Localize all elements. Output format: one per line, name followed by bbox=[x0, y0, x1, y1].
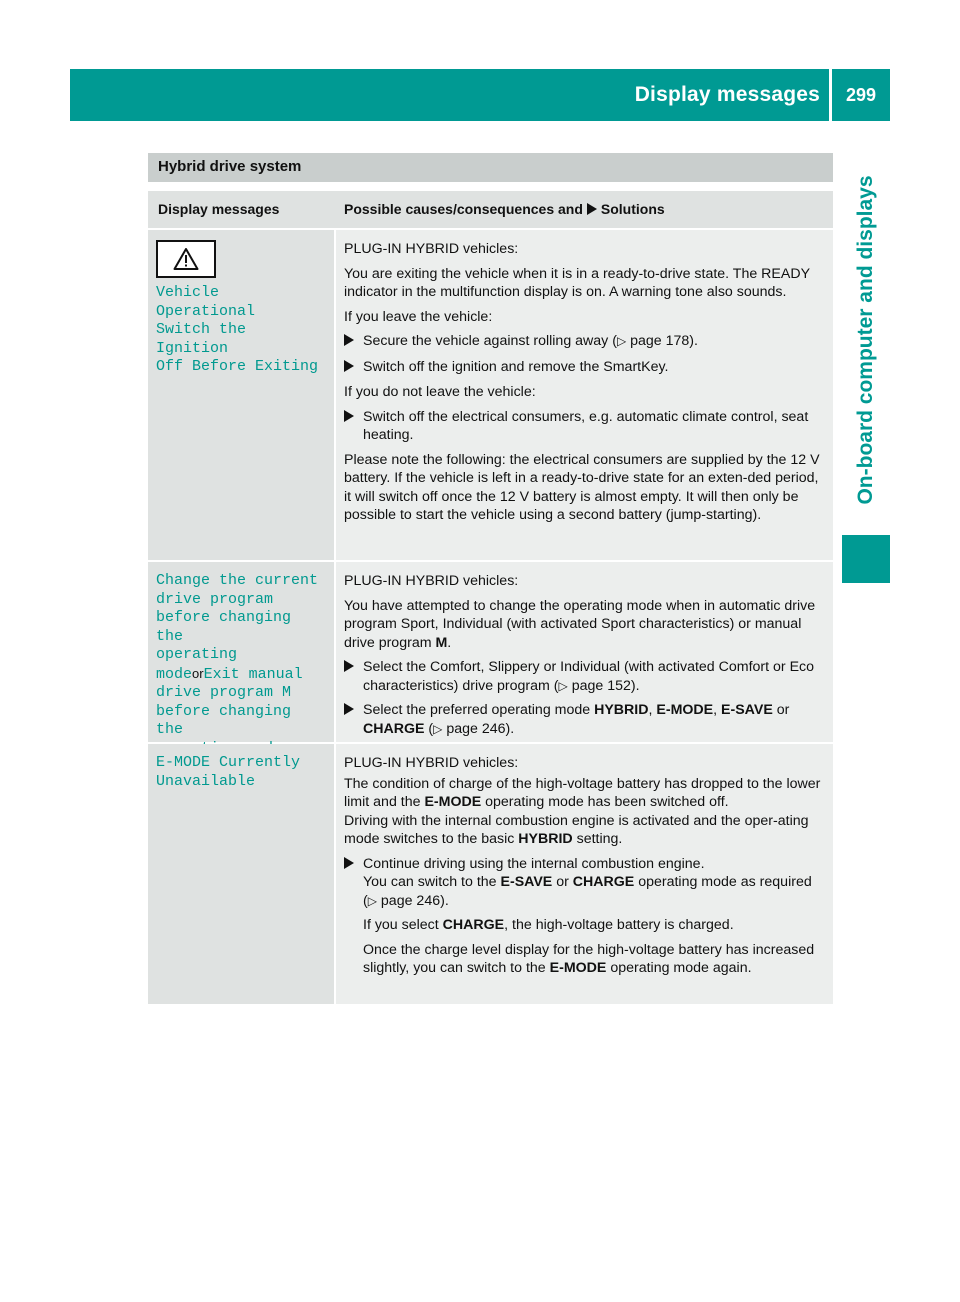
page-header bbox=[70, 69, 890, 121]
display-message-cell bbox=[148, 230, 334, 560]
message-line: drive program M bbox=[156, 684, 292, 701]
description-text: You are exiting the vehicle when it is in a ready-to-drive state. The READY indicator in the multifunction display is on. A warning tone also sounds. bbox=[344, 265, 810, 300]
display-message-cell bbox=[148, 562, 334, 742]
vehicle-type-label: PLUG-IN HYBRID vehicles: bbox=[344, 755, 519, 771]
vehicle-type-label: PLUG-IN HYBRID vehicles: bbox=[344, 241, 519, 257]
page-number: 299 bbox=[845, 85, 877, 105]
table-row bbox=[148, 230, 833, 560]
action-arrow-icon bbox=[587, 203, 597, 215]
page-ref-icon: ▷ bbox=[367, 893, 377, 908]
message-line: Vehicle Operational bbox=[156, 284, 256, 320]
hybrid-drive-table bbox=[148, 153, 833, 1004]
description-text: You have attempted to change the operating mode when in automatic drive program Sport, Individual (with activated Sport characteristics) or manual drive program M. bbox=[344, 597, 816, 651]
page-ref-icon: ▷ bbox=[616, 334, 627, 348]
vehicle-type-label: PLUG-IN HYBRID vehicles: bbox=[344, 573, 519, 589]
description-text: The condition of charge of the high-voltage battery has dropped to the lower limit and the E-MODE operating mode has been switched off. bbox=[344, 775, 821, 810]
table-row bbox=[148, 562, 833, 742]
description-text: If you do not leave the vehicle: bbox=[344, 384, 536, 400]
section-title: Display messages bbox=[634, 83, 820, 106]
action-step: Continue driving using the internal combustion engine. You can switch to the E-SAVE or CHARGE operating mode as required (▷ page 246). If you select CHARGE, the high-voltage battery is charged. Once the charge level display for the high-voltage battery has increased slightly, you can switch to the E-MODE operating mode again. bbox=[344, 855, 825, 978]
warning-icon bbox=[156, 240, 216, 278]
message-line: Unavailable bbox=[156, 772, 256, 790]
action-arrow-icon bbox=[344, 410, 354, 422]
table-title: Hybrid drive system bbox=[148, 153, 833, 182]
action-arrow-icon bbox=[344, 703, 354, 715]
action-step: Secure the vehicle against rolling away (▷ page 178). bbox=[344, 332, 825, 352]
action-arrow-icon bbox=[344, 857, 354, 869]
column-header-solutions: Possible causes/consequences and Solutions bbox=[344, 201, 665, 217]
action-arrow-icon bbox=[344, 360, 354, 372]
solution-cell bbox=[336, 230, 833, 560]
message-line: Switch the Ignition bbox=[156, 321, 247, 357]
solution-cell bbox=[336, 744, 833, 1004]
message-line: modeorExit manual bbox=[156, 665, 303, 683]
solution-cell bbox=[336, 562, 833, 742]
message-line: before changing the bbox=[156, 609, 292, 645]
message-line: Off Before Exiting bbox=[156, 358, 319, 375]
column-header-messages: Display messages bbox=[158, 201, 280, 217]
action-arrow-icon bbox=[344, 660, 354, 672]
display-message-cell bbox=[148, 744, 334, 1004]
page-reference[interactable]: page 178). bbox=[630, 333, 698, 349]
message-line: before changing the bbox=[156, 702, 292, 738]
action-arrow-icon bbox=[344, 334, 354, 346]
page-reference[interactable]: page 152). bbox=[571, 677, 640, 694]
chapter-marker bbox=[842, 535, 890, 583]
message-line: E-MODE Currently bbox=[156, 754, 301, 771]
description-text: If you leave the vehicle: bbox=[344, 308, 493, 325]
page-ref-icon: ▷ bbox=[433, 721, 443, 736]
chapter-label: On-board computer and displays bbox=[854, 175, 877, 505]
table-header-row bbox=[148, 191, 833, 228]
or-separator: or bbox=[192, 665, 204, 681]
description-text: Driving with the internal combustion engine is activated and the oper-ating mode switches to the basic HYBRID setting. bbox=[344, 812, 809, 847]
page-reference[interactable]: page 246). bbox=[380, 892, 449, 909]
message-line: Change the current bbox=[156, 572, 319, 589]
page-reference[interactable]: page 246). bbox=[446, 720, 515, 737]
chapter-tab bbox=[842, 140, 890, 540]
table-row bbox=[148, 744, 833, 1004]
action-step: Switch off the electrical consumers, e.g. automatic climate control, seat heating. bbox=[344, 408, 825, 445]
message-line: drive program bbox=[156, 590, 274, 608]
message-line: operating bbox=[156, 646, 238, 663]
page-ref-icon: ▷ bbox=[558, 678, 568, 693]
action-step: Select the Comfort, Slippery or Individual (with activated Comfort or Eco characteristics) drive program (▷ page 152). bbox=[344, 658, 825, 695]
description-text: Please note the following: the electrical consumers are supplied by the 12 V battery. If the vehicle is left in a ready-to-drive state for an exten-ded period, it will switch off once the 12 V battery is almost empty. It will then only be possible to start the vehicle using a second battery (jump-starting). bbox=[344, 451, 820, 523]
action-step: Select the preferred operating mode HYBRID, E-MODE, E-SAVE or CHARGE (▷ page 246). bbox=[344, 701, 825, 738]
action-step: Switch off the ignition and remove the SmartKey. bbox=[344, 358, 825, 378]
